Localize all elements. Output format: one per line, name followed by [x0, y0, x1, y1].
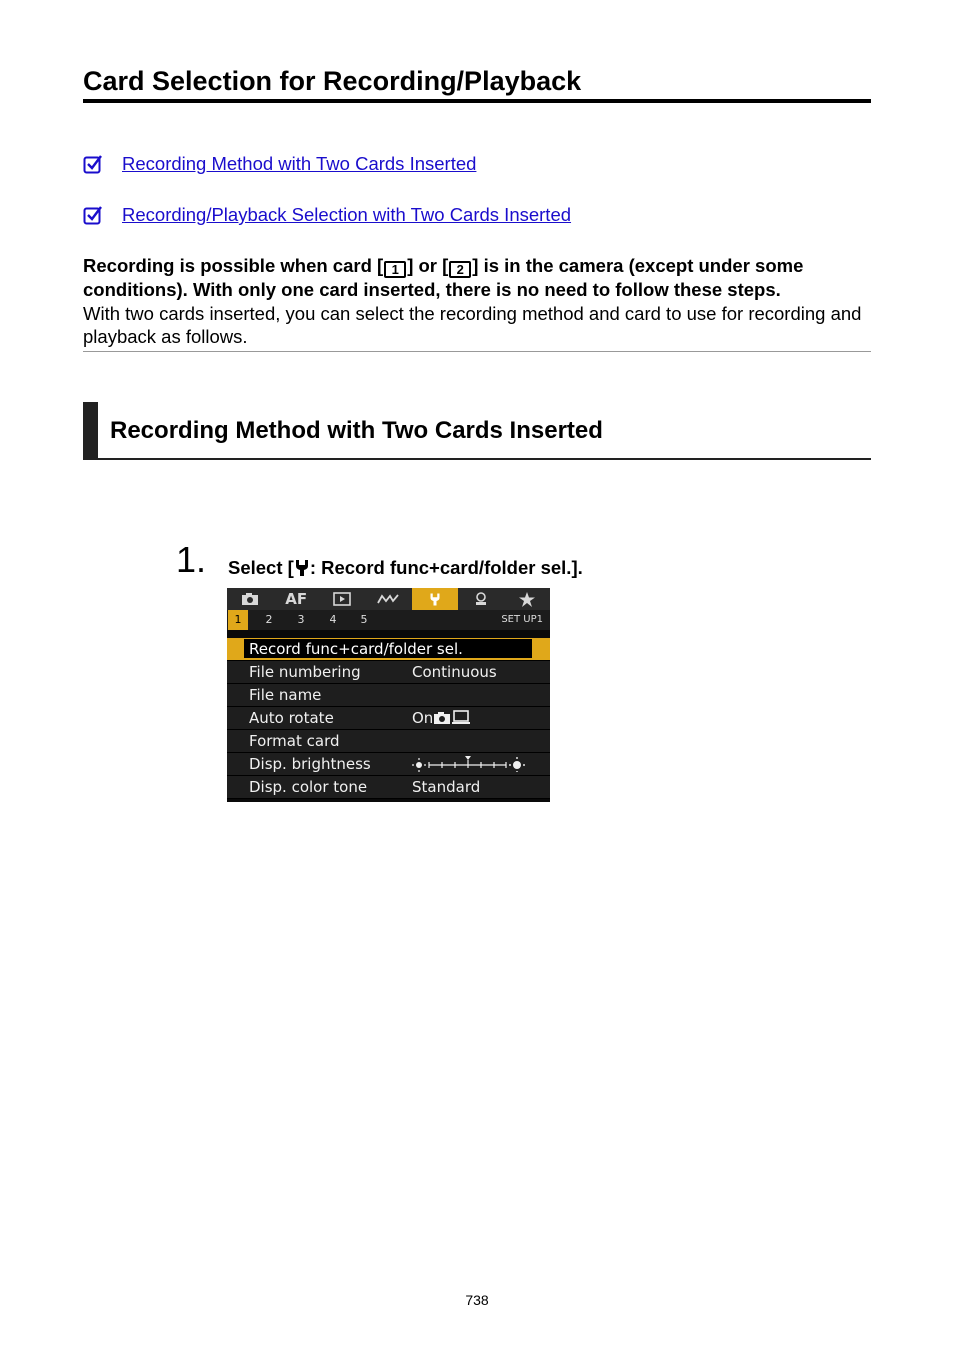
- camera-menu-pages: [227, 610, 550, 630]
- page-tab-4[interactable]: 4: [329, 613, 337, 626]
- playback-icon: [333, 592, 351, 606]
- menu-item-label: Format card: [249, 732, 340, 750]
- menu-item-label: File name: [249, 686, 322, 704]
- setup-page-label: SET UP1: [501, 614, 543, 625]
- section-bar: [83, 402, 98, 460]
- intro-paragraph: [83, 254, 871, 349]
- tab-playback[interactable]: [319, 588, 365, 610]
- step-text: [228, 556, 583, 580]
- checkbox-icon: [83, 154, 103, 174]
- menu-item-value: Continuous: [412, 663, 497, 681]
- tab-af[interactable]: AF: [285, 590, 308, 608]
- computer-icon: [451, 710, 471, 725]
- tab-my-menu[interactable]: [504, 588, 550, 610]
- menu-item-label: Disp. color tone: [249, 778, 368, 796]
- menu-item-disp-color-tone[interactable]: [227, 776, 550, 799]
- menu-item-record-func[interactable]: [227, 638, 550, 661]
- tab-custom[interactable]: [365, 588, 411, 610]
- intro-rule: [83, 351, 871, 352]
- intro-bold-1: Recording is possible when card [: [83, 255, 384, 276]
- section-heading: Recording Method with Two Cards Inserted: [110, 417, 603, 444]
- menu-item-value: [412, 709, 471, 727]
- camera-icon: [241, 592, 259, 606]
- toc-item-recording-playback[interactable]: [83, 202, 571, 228]
- intro-bold-3: ] is in the camera (except under some conditions). With only one card inserted, there is no need to follow these steps.: [83, 255, 804, 300]
- section-heading-block: [83, 402, 871, 458]
- auto-rotate-value: On: [412, 709, 434, 727]
- page-tab-5[interactable]: 5: [360, 613, 368, 626]
- wrench-icon: [429, 592, 441, 607]
- menu-item-format-card[interactable]: [227, 730, 550, 753]
- intro-bold-2: ] or [: [407, 255, 449, 276]
- page-title: Card Selection for Recording/Playback: [83, 66, 582, 96]
- brightness-slider-icon: [412, 756, 526, 772]
- menu-item-label: Record func+card/folder sel.: [249, 640, 463, 658]
- tab-setup[interactable]: [412, 588, 458, 610]
- page-tab-3[interactable]: 3: [297, 613, 305, 626]
- toc-link-recording-method[interactable]: Recording Method with Two Cards Inserted: [122, 153, 477, 174]
- title-rule: [83, 99, 871, 103]
- card-2-icon: 2: [449, 261, 471, 278]
- star-icon: [519, 592, 535, 607]
- tab-network[interactable]: [458, 588, 504, 610]
- step-number: 1.: [176, 539, 207, 580]
- page-tab-2[interactable]: 2: [265, 613, 273, 626]
- camera-menu-screen: [227, 588, 550, 802]
- intro-normal: With two cards inserted, you can select the recording method and card to use for recording and playback as follows.: [83, 302, 862, 347]
- menu-item-disp-brightness[interactable]: [227, 753, 550, 776]
- menu-item-auto-rotate[interactable]: [227, 707, 550, 730]
- page-number: 738: [465, 1292, 489, 1308]
- menu-item-label: Disp. brightness: [249, 755, 371, 773]
- toc-link-recording-playback[interactable]: Recording/Playback Selection with Two Cards Inserted: [122, 204, 572, 225]
- menu-item-value: Standard: [412, 778, 481, 796]
- camera-menu-tabs: [227, 588, 550, 610]
- step-text-before: Select [: [228, 557, 294, 578]
- section-rule: [83, 458, 871, 460]
- wrench-icon: [294, 559, 310, 577]
- menu-item-file-name[interactable]: [227, 684, 550, 707]
- menu-item-label: Auto rotate: [249, 709, 334, 727]
- step-text-after: : Record func+card/folder sel.].: [309, 557, 583, 578]
- toc-item-recording-method[interactable]: [83, 151, 476, 177]
- checkbox-icon: [83, 205, 103, 225]
- tab-shooting[interactable]: [227, 588, 273, 610]
- custom-icon: [377, 593, 399, 605]
- network-icon: [473, 592, 489, 606]
- menu-item-label: File numbering: [249, 663, 361, 681]
- menu-item-file-numbering[interactable]: [227, 661, 550, 684]
- card-1-icon: 1: [384, 261, 406, 278]
- page-tab-1[interactable]: 1: [228, 610, 248, 630]
- camera-icon: [433, 711, 451, 725]
